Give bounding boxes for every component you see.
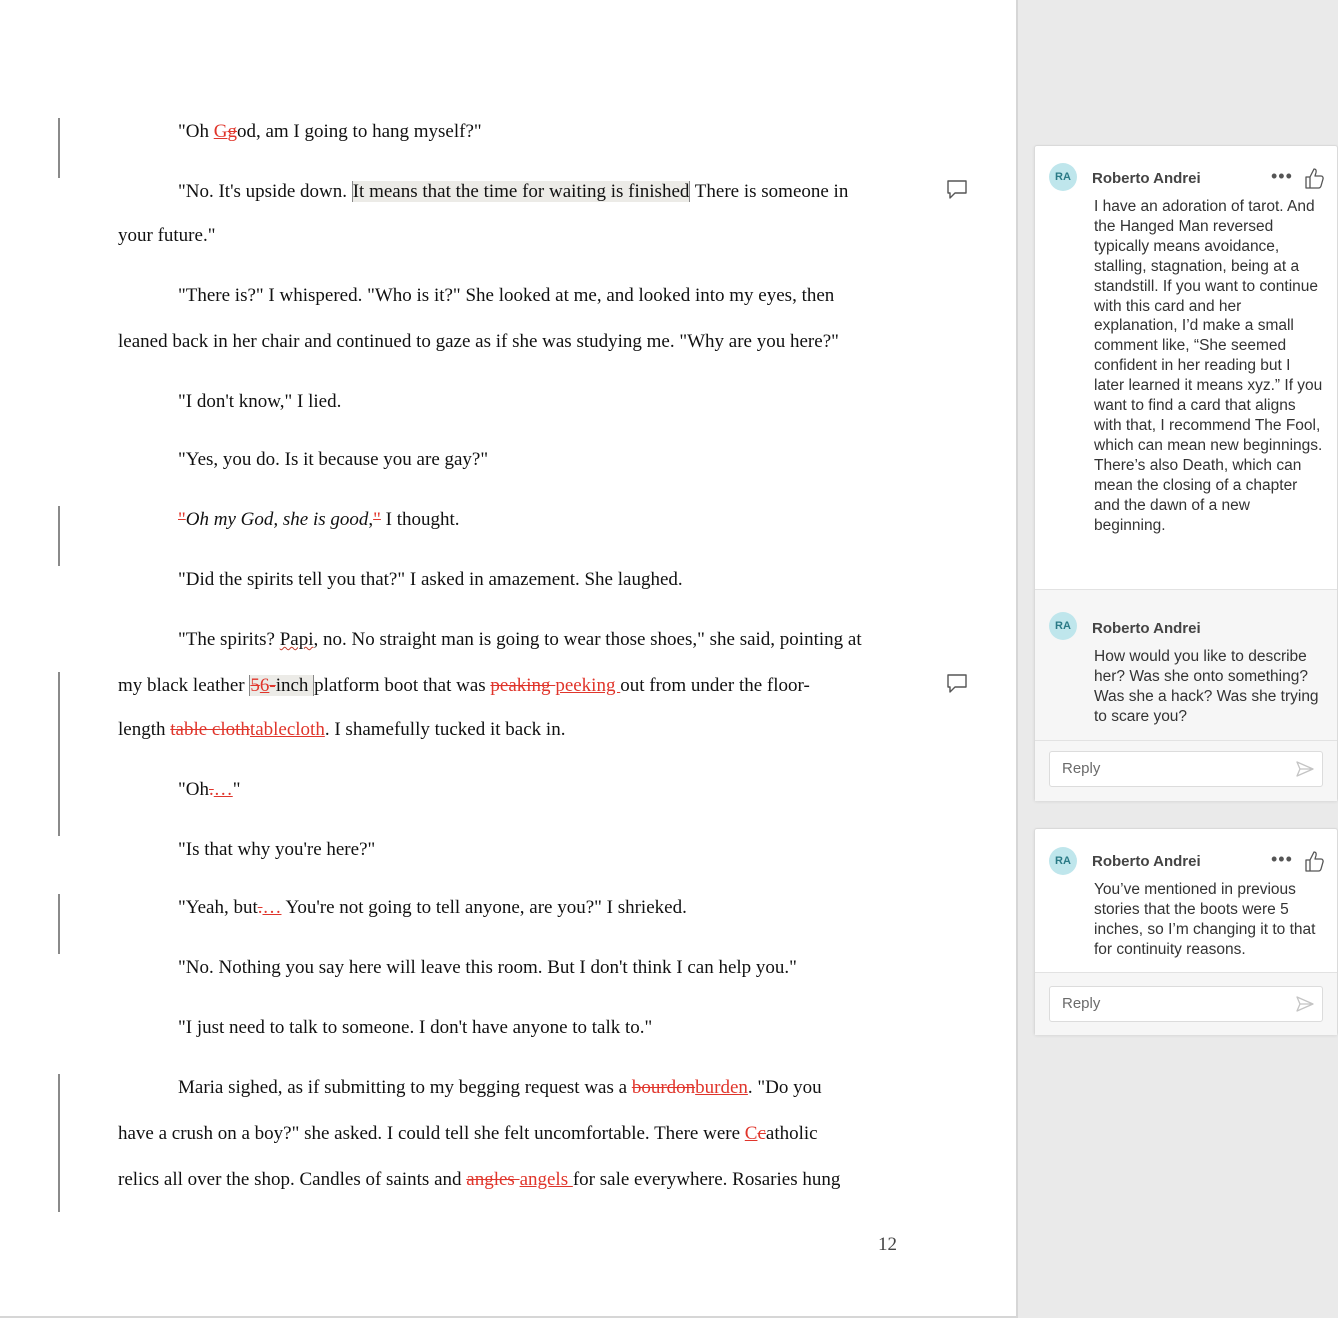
text: for sale everywhere. Rosaries hung xyxy=(572,1169,841,1190)
text: I thought. xyxy=(380,509,460,530)
comment-thread[interactable] xyxy=(1035,146,1337,589)
comment-author: Roberto Andrei xyxy=(1092,170,1201,187)
avatar: RA xyxy=(1049,847,1077,875)
comment-card[interactable] xyxy=(1034,828,1338,1035)
inserted-text[interactable]: angels xyxy=(519,1169,573,1190)
text: have a crush on a boy?" she asked. I could tell she felt uncomfortable. There were xyxy=(118,1123,745,1144)
reply-placeholder: Reply xyxy=(1062,760,1101,777)
deleted-text[interactable]: - xyxy=(269,675,276,696)
avatar: RA xyxy=(1049,612,1077,640)
italic-text: Oh my God, she is good xyxy=(185,509,369,530)
paragraph xyxy=(178,628,862,652)
text: "Oh xyxy=(178,779,209,800)
change-bar xyxy=(58,894,60,954)
deleted-text[interactable]: c xyxy=(757,1123,766,1144)
send-icon[interactable] xyxy=(1296,760,1314,778)
commented-text[interactable]: It means that the time for waiting is finished xyxy=(352,181,690,202)
like-icon[interactable] xyxy=(1303,166,1325,190)
inserted-text[interactable]: C xyxy=(744,1123,758,1144)
deleted-text[interactable]: g xyxy=(227,121,237,142)
text: inch xyxy=(275,675,314,696)
paragraph-line: your future." xyxy=(118,225,216,246)
paragraph xyxy=(178,180,848,204)
paragraph: "There is?" I whispered. "Who is it?" She looked at me, and looked into my eyes, then xyxy=(178,285,835,306)
text: "No. It's upside down. xyxy=(178,181,352,202)
text: " xyxy=(232,779,241,800)
comment-marker-icon[interactable] xyxy=(946,178,968,200)
paragraph: "I don't know," I lied. xyxy=(178,391,342,412)
paragraph xyxy=(178,778,241,802)
text: There is someone in xyxy=(690,181,849,202)
text: You're not going to tell anyone, are you?" I shrieked. xyxy=(281,897,687,918)
comment-thread[interactable] xyxy=(1035,829,1337,972)
text: od, am I going to hang myself?" xyxy=(236,121,482,142)
deleted-text[interactable]: 5 xyxy=(250,675,260,696)
text: relics all over the shop. Candles of saints and xyxy=(118,1169,467,1190)
send-icon[interactable] xyxy=(1296,995,1314,1013)
more-options-icon[interactable]: ••• xyxy=(1271,166,1293,186)
commented-text[interactable] xyxy=(249,675,314,696)
paragraph: "I just need to talk to someone. I don't have anyone to talk to." xyxy=(178,1017,653,1038)
reply-area xyxy=(1035,972,1337,1035)
text: atholic xyxy=(765,1123,818,1144)
reply-input[interactable] xyxy=(1049,986,1323,1022)
comment-author: Roberto Andrei xyxy=(1092,853,1201,870)
text: , no. No straight man is going to wear those shoes," she said, pointing at xyxy=(313,629,862,650)
reply-input[interactable] xyxy=(1049,751,1323,787)
like-icon[interactable] xyxy=(1303,849,1325,873)
comment-marker-icon[interactable] xyxy=(946,672,968,694)
text: "Oh xyxy=(178,121,214,142)
deleted-text[interactable]: " xyxy=(178,509,186,530)
paragraph xyxy=(178,508,460,532)
deleted-text[interactable]: " xyxy=(373,509,381,530)
change-bar xyxy=(58,1074,60,1212)
comment-text: You’ve mentioned in previous stories that the boots were 5 inches, so I’m changing it to that for continuity reasons. xyxy=(1094,881,1316,958)
text: out from under the floor- xyxy=(620,675,810,696)
reply-placeholder: Reply xyxy=(1062,995,1101,1012)
deleted-text[interactable]: bourdon xyxy=(631,1077,696,1098)
spelling-flag[interactable]: Papi xyxy=(279,629,314,650)
change-bar xyxy=(58,672,60,836)
text: , xyxy=(368,509,374,530)
paragraph-line xyxy=(118,674,810,698)
comment-reply[interactable] xyxy=(1035,589,1337,740)
paragraph: "No. Nothing you say here will leave this room. But I don't think I can help you." xyxy=(178,957,797,978)
paragraph-line xyxy=(118,718,565,742)
deleted-text[interactable]: peaking xyxy=(490,675,556,696)
page-number: 12 xyxy=(878,1234,897,1255)
reply-area xyxy=(1035,740,1337,801)
text: . I shamefully tucked it back in. xyxy=(324,719,566,740)
inserted-text[interactable]: G xyxy=(213,121,228,142)
inserted-text[interactable]: … xyxy=(262,897,282,918)
text: my black leather xyxy=(118,675,250,696)
comment-author: Roberto Andrei xyxy=(1092,620,1201,637)
change-bar xyxy=(58,506,60,566)
deleted-text[interactable]: angles xyxy=(466,1169,520,1190)
more-options-icon[interactable]: ••• xyxy=(1271,849,1293,869)
inserted-text[interactable]: burden xyxy=(695,1077,748,1098)
paragraph: "Is that why you're here?" xyxy=(178,839,376,860)
text: platform boot that was xyxy=(314,675,491,696)
avatar: RA xyxy=(1049,163,1077,191)
inserted-text[interactable]: … xyxy=(213,779,233,800)
paragraph: "Yes, you do. Is it because you are gay?" xyxy=(178,449,489,470)
text: . "Do you xyxy=(747,1077,822,1098)
inserted-text[interactable]: 6 xyxy=(259,675,270,696)
deleted-text[interactable]: . xyxy=(208,779,214,800)
inserted-text[interactable]: tablecloth xyxy=(249,719,325,740)
text: "The spirits? xyxy=(178,629,280,650)
text: "Yeah, but xyxy=(178,897,258,918)
comment-card[interactable] xyxy=(1034,145,1338,801)
deleted-text[interactable]: . xyxy=(257,897,263,918)
paragraph xyxy=(178,120,482,144)
paragraph xyxy=(178,1076,822,1100)
paragraph-line: leaned back in her chair and continued to gaze as if she was studying me. "Why are you here?" xyxy=(118,331,839,352)
text: Maria sighed, as if submitting to my begging request was a xyxy=(178,1077,632,1098)
inserted-text[interactable]: peeking xyxy=(555,675,621,696)
paragraph-line xyxy=(118,1168,840,1192)
text: length xyxy=(118,719,171,740)
comment-text: I have an adoration of tarot. And the Hanged Man reversed typically means avoidance, stalling, stagnation, being at a standstill. If you want to continue with this card and her explanation, I’d make a small comment like, “She seemed confident in her reading but I later learned it means xyz.” If you want to find a card that aligns with that, I recommend The Fool, which can mean new beginnings. There’s also Death, which can mean the closing of a chapter and the dawn of a new beginning. xyxy=(1094,198,1323,534)
paragraph-line xyxy=(118,1122,818,1146)
paragraph xyxy=(178,896,687,920)
paragraph: "Did the spirits tell you that?" I asked in amazement. She laughed. xyxy=(178,569,683,590)
change-bar xyxy=(58,118,60,178)
comment-text: How would you like to describe her? Was she onto something? Was she a hack? Was she trying to scare you? xyxy=(1094,648,1319,725)
deleted-text[interactable]: table cloth xyxy=(170,719,250,740)
